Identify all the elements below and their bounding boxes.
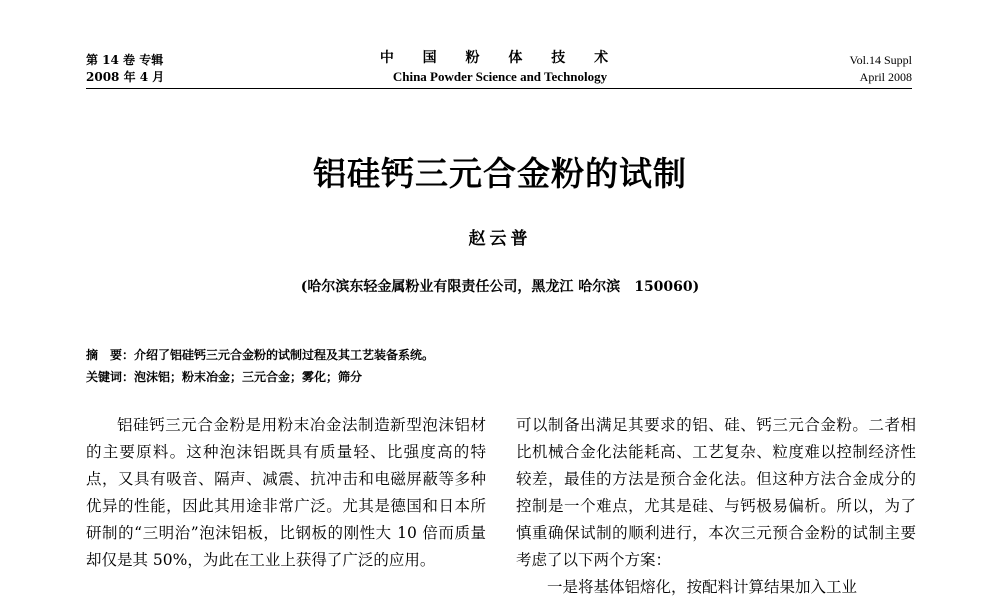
body-column-left — [86, 412, 486, 574]
paper-title: 铝硅钙三元合金粉的试制 — [313, 154, 687, 193]
header-rule — [86, 88, 912, 89]
keywords-line — [86, 366, 434, 388]
header-left — [86, 52, 164, 86]
author: 赵云普 — [468, 229, 532, 249]
abstract-line — [86, 344, 434, 366]
body-paragraph: 铝硅钙三元合金粉是用粉末冶金法制造新型泡沫铝材的主要原料。这种泡沫铝既具有质量轻、比强度高的特点，又具有吸音、隔声、减震、抗冲击和电磁屏蔽等多种优异的性能，因此其用途非常广泛。尤其是德国和日本所研制的“三明治”泡沫铝板，比钢板的刚性大 10 倍而质量却仅是其 50%，为此在工业上获得了广泛的应用。 — [86, 416, 486, 569]
header-center — [320, 48, 680, 85]
date-en: April 2008 — [859, 70, 912, 84]
date-cn: 2008 年 4 月 — [86, 70, 165, 84]
keywords-text: 泡沫铝；粉末冶金；三元合金；雾化；筛分 — [134, 370, 363, 384]
journal-title-cn: 中 国 粉 体 技 术 — [379, 50, 621, 66]
body-paragraph: 一是将基体铝熔化，按配料计算结果加入工业 — [547, 578, 858, 596]
abstract-label: 摘 要： — [86, 348, 135, 362]
abstract-block — [86, 344, 434, 388]
body-column-right — [516, 412, 916, 601]
affiliation: (哈尔滨东轻金属粉业有限责任公司，黑龙江 哈尔滨 150060) — [300, 279, 700, 295]
volume-cn: 第 14 卷 专辑 — [86, 53, 164, 67]
keywords-label: 关键词： — [86, 370, 135, 384]
journal-title-en: China Powder Science and Technology — [392, 69, 608, 84]
header-right — [850, 52, 912, 86]
volume-en: Vol.14 Suppl — [849, 53, 912, 67]
body-paragraph: 可以制备出满足其要求的铝、硅、钙三元合金粉。二者相比机械合金化法能耗高、工艺复杂、粒度难以控制经济性较差，最佳的方法是预合金化法。但这种方法合金成分的控制是一个难点，尤其是硅、与钙极易偏析。所以，为了慎重确保试制的顺利进行，本次三元预合金粉的试制主要考虑了以下两个方案： — [516, 416, 916, 569]
abstract-text: 介绍了铝硅钙三元合金粉的试制过程及其工艺装备系统。 — [134, 348, 435, 362]
